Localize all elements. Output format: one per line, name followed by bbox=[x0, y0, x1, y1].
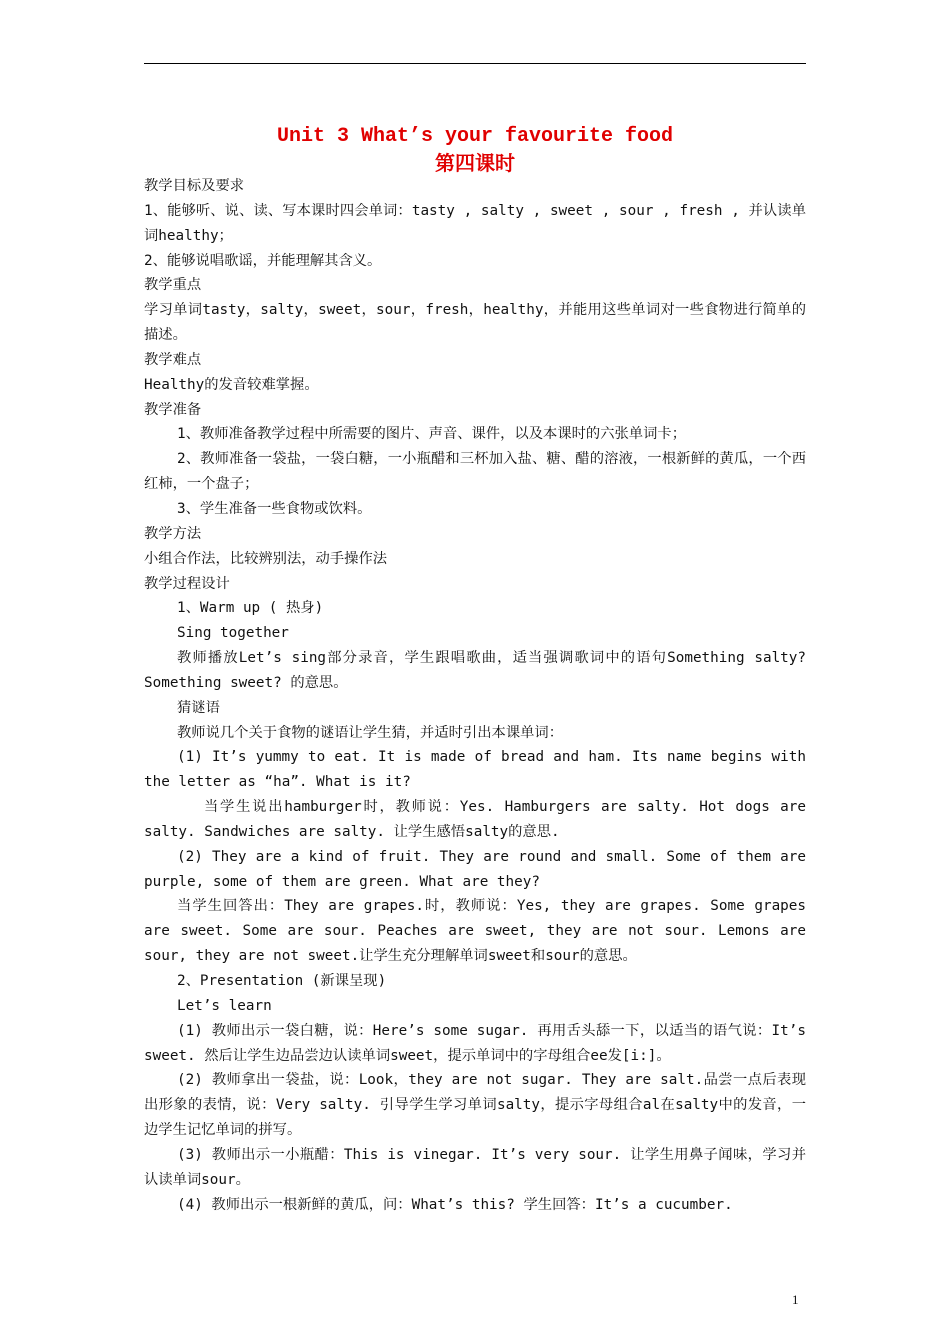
paragraph: 2、教师准备一袋盐，一袋白糖，一小瓶醋和三杯加入盐、糖、醋的溶液，一根新鲜的黄瓜，一个西红柿，一个盘子； bbox=[144, 451, 806, 493]
paragraph: (1) It’s yummy to eat. It is made of bread and ham. Its name begins with the letter as “ha”. What is it? bbox=[144, 749, 806, 791]
paragraph: 学习单词tasty，salty，sweet，sour，fresh，healthy，并能用这些单词对一些食物进行简单的描述。 bbox=[144, 302, 806, 344]
paragraph: 小组合作法，比较辨别法，动手操作法 bbox=[144, 550, 388, 567]
paragraph: Sing together bbox=[177, 625, 289, 642]
paragraph: 2、能够说唱歌谣，并能理解其含义。 bbox=[144, 252, 382, 269]
paragraph: 1、能够听、说、读、写本课时四会单词：tasty , salty , sweet , sour , fresh , 并认读单词healthy； bbox=[144, 202, 806, 244]
paragraph: Healthy的发音较难掌握。 bbox=[144, 376, 319, 393]
paragraph: 教学目标及要求 bbox=[144, 178, 245, 194]
paragraph: Let’s learn bbox=[177, 997, 272, 1014]
paragraph: 教学难点 bbox=[144, 351, 202, 368]
paragraph: (2) They are a kind of fruit. They are round and small. Some of them are purple, some of them are green. What are they? bbox=[144, 848, 806, 890]
page-number: 1 bbox=[792, 1292, 799, 1307]
paragraph: (2) 教师拿出一袋盐，说：Look，they are not sugar. They are salt.品尝一点后表现出形象的表情，说：Very salty. 引导学生学习单词salty，提示字母组合al在salty中的发音，一边学生记忆单词的拼写。 bbox=[144, 1072, 806, 1139]
paragraph: 2、Presentation (新课呈现) bbox=[177, 973, 387, 989]
paragraph: 教学准备 bbox=[144, 401, 202, 418]
paragraph: (1) 教师出示一袋白糖，说：Here’s some sugar. 再用舌头舔一下，以适当的语气说：It’s sweet. 然后让学生边品尝边认读单词sweet，提示单词中的字母组合ee发[i:]。 bbox=[144, 1022, 806, 1064]
paragraph: 1、Warm up ( 热身) bbox=[177, 600, 324, 617]
paragraph: 1、教师准备教学过程中所需要的图片、声音、课件，以及本课时的六张单词卡； bbox=[177, 426, 686, 443]
paragraph: 3、学生准备一些食物或饮料。 bbox=[177, 500, 372, 517]
document-body bbox=[144, 174, 806, 1217]
paragraph: 教师说几个关于食物的谜语让学生猜，并适时引出本课单词： bbox=[177, 724, 564, 741]
paragraph: 教学过程设计 bbox=[144, 575, 230, 592]
paragraph: (3) 教师出示一小瓶醋：This is vinegar. It’s very sour. 让学生用鼻子闻味，学习并认读单词sour。 bbox=[144, 1146, 806, 1188]
paragraph: 教师播放Let’s sing部分录音，学生跟唱歌曲，适当强调歌词中的语句Something salty? Something sweet? 的意思。 bbox=[144, 650, 806, 691]
paragraph: 猜谜语 bbox=[177, 699, 220, 716]
paragraph: 教学方法 bbox=[144, 525, 202, 542]
paragraph: 当学生回答出：They are grapes.时，教师说：Yes, they are grapes. Some grapes are sweet. Some are sour. Peaches are sweet, they are not sour. Lemons are sour, they are not sweet.让学生充分理解单词sweet和sour的意思。 bbox=[144, 898, 806, 965]
paragraph: 教学重点 bbox=[144, 277, 202, 294]
document-title: Unit 3 What’s your favourite food bbox=[276, 125, 674, 148]
header-rule bbox=[144, 63, 806, 64]
paragraph: (4) 教师出示一根新鲜的黄瓜，问：What’s this? 学生回答：It’s a cucumber. bbox=[177, 1196, 733, 1213]
paragraph: 当学生说出hamburger时，教师说：Yes. Hamburgers are salty. Hot dogs are salty. Sandwiches are salty. 让学生感悟salty的意思. bbox=[144, 799, 806, 840]
document-subtitle: 第四课时 bbox=[435, 151, 515, 175]
